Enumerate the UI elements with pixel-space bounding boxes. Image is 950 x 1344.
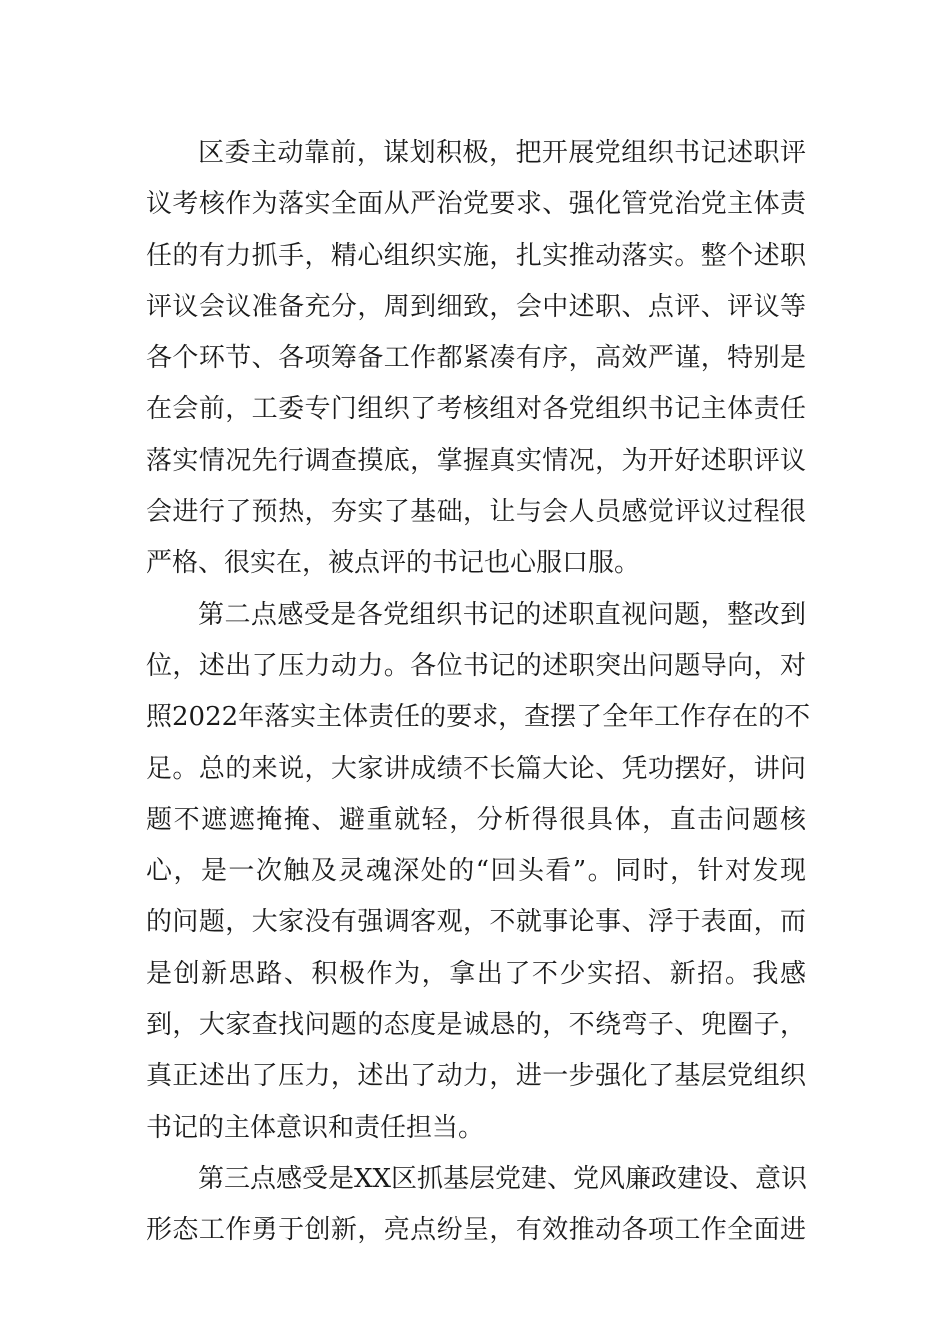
text-line: 第二点感受是各党组织书记的述职直视问题，整改到 <box>198 599 806 630</box>
text-line: 议考核作为落实全面从严治党要求、强化管党治党主体责 <box>146 189 806 220</box>
text-line: 的问题，大家没有强调客观，不就事论事、浮于表面，而 <box>146 907 806 938</box>
text-line: 照2022年落实主体责任的要求，查摆了全年工作存在的不 <box>146 702 811 733</box>
text-line: 题不遮遮掩掩、避重就轻，分析得很具体，直击问题核 <box>146 804 806 835</box>
text-line: 在会前，工委专门组织了考核组对各党组织书记主体责任 <box>146 394 806 425</box>
text-line: 到，大家查找问题的态度是诚恳的，不绕弯子、兜圈子， <box>146 1010 806 1041</box>
paragraph-1 <box>146 128 806 590</box>
text-line: 位，述出了压力动力。各位书记的述职突出问题导向，对 <box>146 650 806 681</box>
text-line: 是创新思路、积极作为，拿出了不少实招、新招。我感 <box>146 958 806 989</box>
paragraph-2 <box>146 590 811 1154</box>
text-line: 落实情况先行调查摸底，掌握真实情况，为开好述职评议 <box>146 445 806 476</box>
text-line: 会进行了预热，夯实了基础，让与会人员感觉评议过程很 <box>146 497 806 528</box>
text-line: 足。总的来说，大家讲成绩不长篇大论、凭功摆好，讲问 <box>146 753 806 784</box>
text-line: 心，是一次触及灵魂深处的“回头看”。同时，针对发现 <box>146 856 806 887</box>
text-line: 区委主动靠前，谋划积极，把开展党组织书记述职评 <box>198 138 806 168</box>
text-line: 任的有力抓手，精心组织实施，扎实推动落实。整个述职 <box>146 240 806 271</box>
text-line: 形态工作勇于创新，亮点纷呈，有效推动各项工作全面进 <box>146 1215 806 1246</box>
text-line: 严格、很实在，被点评的书记也心服口服。 <box>146 548 641 579</box>
document-body <box>146 128 811 1257</box>
text-line: 各个环节、各项筹备工作都紧凑有序，高效严谨，特别是 <box>146 343 806 374</box>
text-line: 真正述出了压力，述出了动力，进一步强化了基层党组织 <box>146 1061 806 1092</box>
paragraph-3 <box>146 1154 806 1257</box>
text-line: 第三点感受是XX区抓基层党建、党风廉政建设、意识 <box>198 1163 808 1194</box>
text-line: 书记的主体意识和责任担当。 <box>146 1112 485 1143</box>
text-line: 评议会议准备充分，周到细致，会中述职、点评、评议等 <box>146 291 806 322</box>
